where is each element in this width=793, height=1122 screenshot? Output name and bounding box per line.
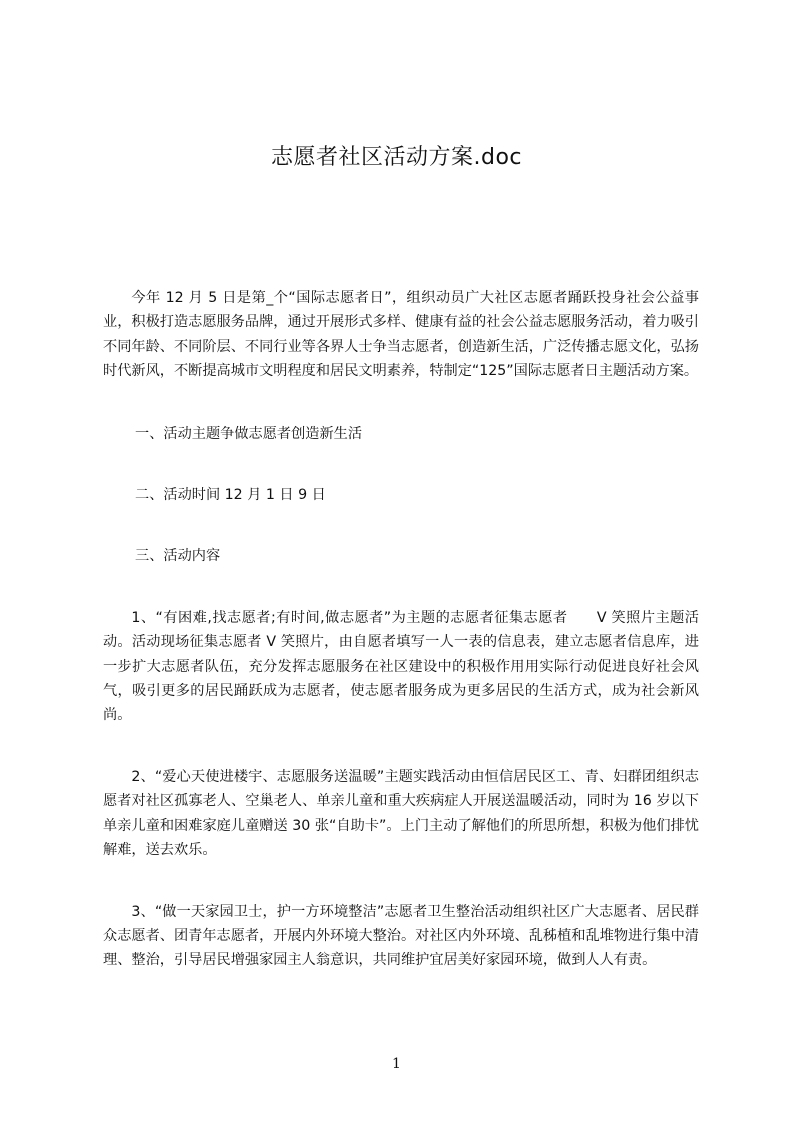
content-item-1: 1、“有困难,找志愿者;有时间,做志愿者”为主题的志愿者征集志愿者 V 笑照片主题活动。活动现场征集志愿者 V 笑照片，由自愿者填写一人一表的信息表，建立志愿者信息库，进一步扩大志愿者队伍，充分发挥志愿服务在社区建设中的积极作用用实际行动促进良好社会风气，吸引更多的居民踊跃成为志愿者，使志愿者服务成为更多居民的生活方式，成为社会新风尚。 (103, 609, 699, 724)
section-heading-content: 三、活动内容 (135, 548, 221, 565)
document-body (103, 286, 699, 1010)
content-item-3: 3、“做一天家园卫士，护一方环境整洁”志愿者卫生整治活动组织社区广大志愿者、居民群众志愿者、团青年志愿者，开展内外环境大整治。对社区内外环境、乱秭植和乱堆物进行集中清理、整治，引导居民增强家园主人翁意识，共同维护宜居美好家园环境，做到人人有责。 (103, 903, 699, 969)
section-heading-time: 二、活动时间 12 月 1 日 9 日 (135, 487, 326, 504)
section-heading-theme: 一、活动主题争做志愿者创造新生活 (135, 425, 363, 442)
document-title: 志愿者社区活动方案.doc (270, 145, 522, 170)
page-number: 1 (392, 1056, 401, 1072)
intro-paragraph: 今年 12 月 5 日是第_个“国际志愿者日”，组织动员广大社区志愿者踊跃投身社会公益事业，积极打造志愿服务品牌，通过开展形式多样、健康有益的社会公益志愿服务活动，着力吸引不同年龄、不同阶层、不同行业等各界人士争当志愿者，创造新生活，广泛传播志愿文化，弘扬时代新风，不断提高城市文明程度和居民文明素养，特制定“125”国际志愿者日主题活动方案。 (103, 290, 699, 380)
content-item-2: 2、“爱心天使进楼宇、志愿服务送温暖”主题实践活动由恒信居民区工、青、妇群团组织志愿者对社区孤寡老人、空巢老人、单亲儿童和重大疾病症人开展送温暖活动，同时为 16 岁以下单亲儿童和困难家庭儿童赠送 30 张“自助卡”。上门主动了解他们的所思所想，积极为他们排忧解难，送去欢乐。 (103, 768, 699, 859)
